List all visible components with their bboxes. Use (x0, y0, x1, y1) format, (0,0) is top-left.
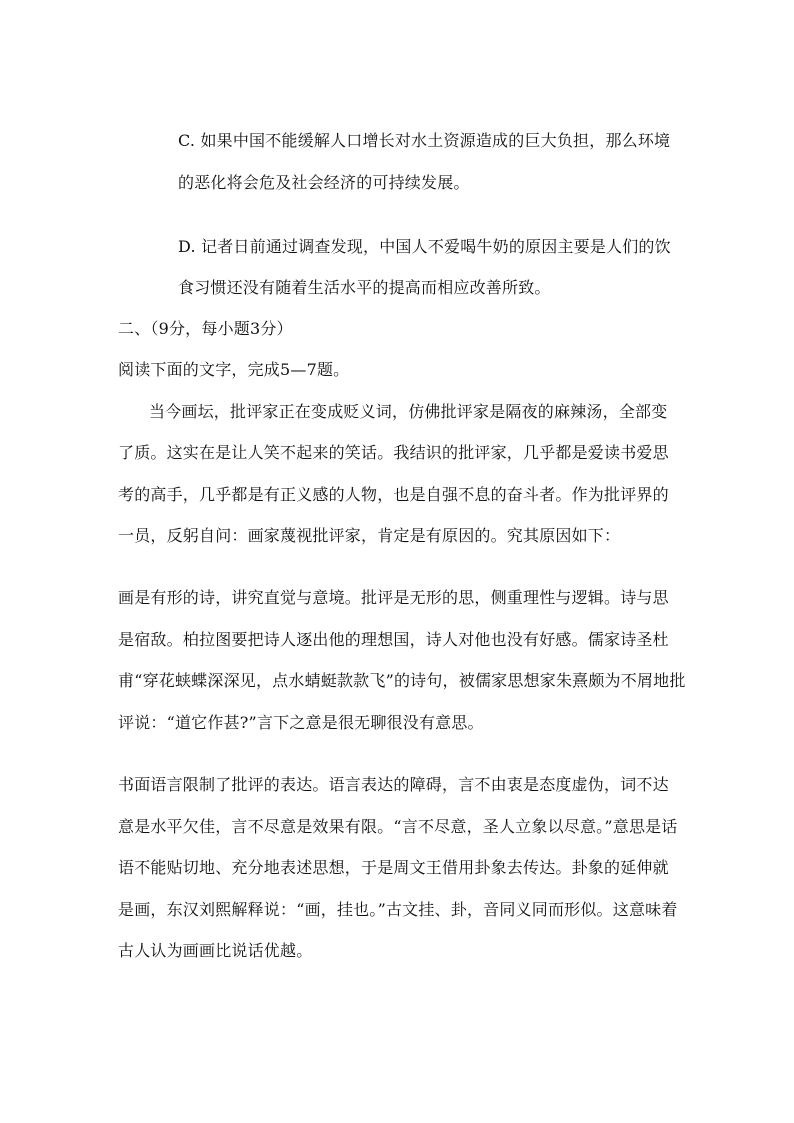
passage-p2-line-2: 是宿敌。柏拉图要把诗人逐出他的理想国，诗人对他也没有好感。儒家诗圣杜 (118, 630, 669, 649)
passage-p2-line-3: 甫“穿花蛱蝶深深见，点水蜻蜓款款飞”的诗句，被儒家思想家朱熹颇为不屑地批 (118, 671, 686, 690)
passage-p3-line-3: 语不能贴切地、充分地表述思想，于是周文王借用卦象去传达。卦象的延伸就 (118, 858, 669, 877)
passage-p2-line-1: 画是有形的诗，讲究直觉与意境。批评是无形的思，侧重理性与逻辑。诗与思 (118, 588, 669, 607)
option-c-line-2: 的恶化将会危及社会经济的可持续发展。 (178, 173, 470, 192)
passage-p3-line-4: 是画，东汉刘熙解释说：“画，挂也。”古文挂、卦，音同义同而形似。这意味着 (118, 900, 678, 919)
option-d-line-1: D. 记者日前通过调查发现，中国人不爱喝牛奶的原因主要是人们的饮 (178, 237, 671, 256)
passage-p1-line-4: 一员，反躬自问：画家蔑视批评家，肯定是有原因的。究其原因如下： (118, 526, 621, 545)
option-d-line-2: 食习惯还没有随着生活水平的提高而相应改善所致。 (178, 278, 551, 297)
section-instruction: 阅读下面的文字，完成5—7题。 (118, 360, 350, 379)
passage-p3-line-5: 古人认为画画比说话优越。 (118, 941, 313, 960)
passage-p1-line-2: 了质。这实在是让人笑不起来的笑话。我结识的批评家，几乎都是爱读书爱思 (118, 443, 669, 462)
passage-p3-line-1: 书面语言限制了批评的表达。语言表达的障碍，言不由衷是态度虚伪，词不达 (118, 775, 669, 794)
section-header: 二、（9分，每小题3分） (118, 319, 293, 338)
passage-p2-line-4: 评说：“道它作甚?”言下之意是很无聊很没有意思。 (118, 713, 484, 732)
passage-p3-line-2: 意是水平欠佳，言不尽意是效果有限。“言不尽意，圣人立象以尽意。”意思是话 (118, 817, 678, 836)
option-c-line-1: C. 如果中国不能缓解人口增长对水土资源造成的巨大负担，那么环境 (178, 131, 671, 150)
passage-p1-line-1: 当今画坛，批评家正在变成贬义词，仿佛批评家是隔夜的麻辣汤，全部变 (149, 402, 668, 421)
passage-p1-line-3: 考的高手，几乎都是有正义感的人物，也是自强不息的奋斗者。作为批评界的 (118, 485, 669, 504)
